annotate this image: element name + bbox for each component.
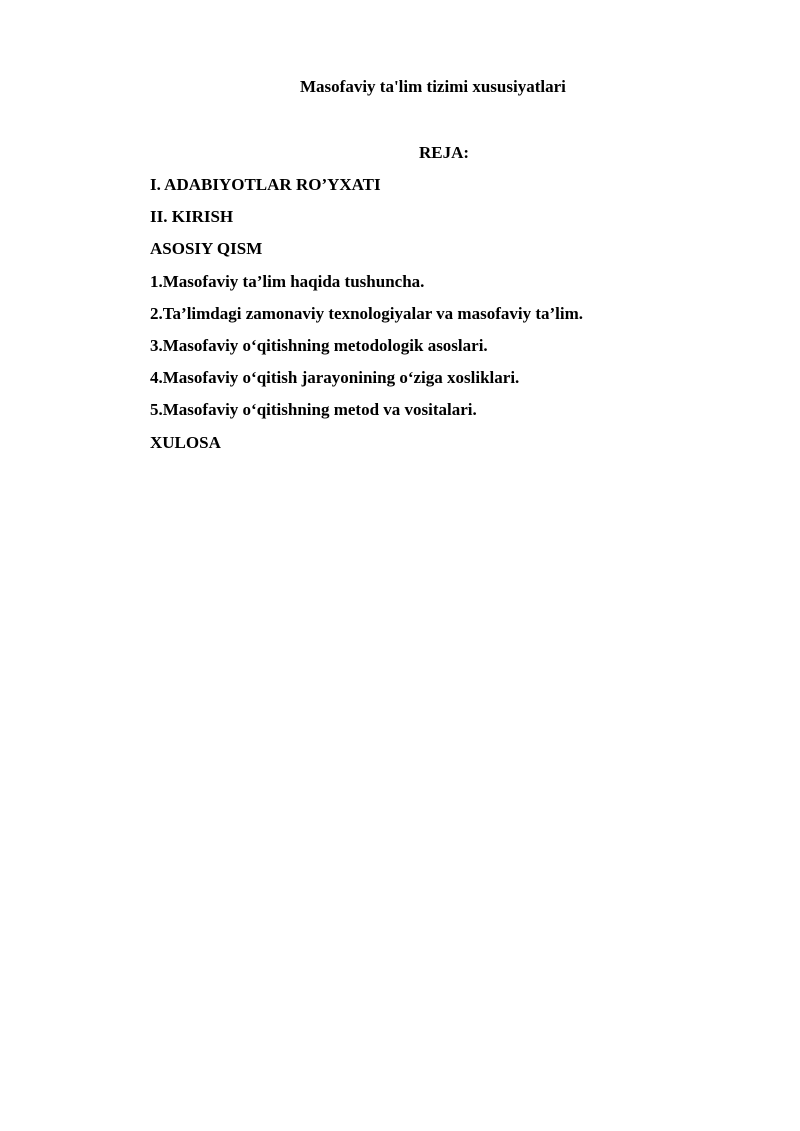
outline-item-section-1: 1.Masofaviy ta’lim haqida tushuncha. xyxy=(150,271,425,291)
outline-item-references: I. ADABIYOTLAR RO’YXATI xyxy=(150,175,381,194)
plan-outline xyxy=(150,174,583,464)
plan-heading: REJA: xyxy=(419,143,470,162)
outline-item-conclusion: XULOSA xyxy=(150,432,221,452)
outline-item-main-part: ASOSIY QISM xyxy=(150,239,263,259)
outline-item-section-3: 3.Masofaviy o‘qitishning metodologik asoslari. xyxy=(150,335,488,355)
document-title: Masofaviy ta'lim tizimi xususiyatlari xyxy=(300,77,566,96)
outline-item-section-2: 2.Ta’limdagi zamonaviy texnologiyalar va masofaviy ta’lim. xyxy=(150,303,584,323)
outline-item-section-5: 5.Masofaviy o‘qitishning metod va vositalari. xyxy=(150,400,477,420)
outline-item-section-4: 4.Masofaviy o‘qitish jarayonining o‘ziga xosliklari. xyxy=(150,368,520,388)
outline-item-introduction: II. KIRISH xyxy=(150,207,234,227)
